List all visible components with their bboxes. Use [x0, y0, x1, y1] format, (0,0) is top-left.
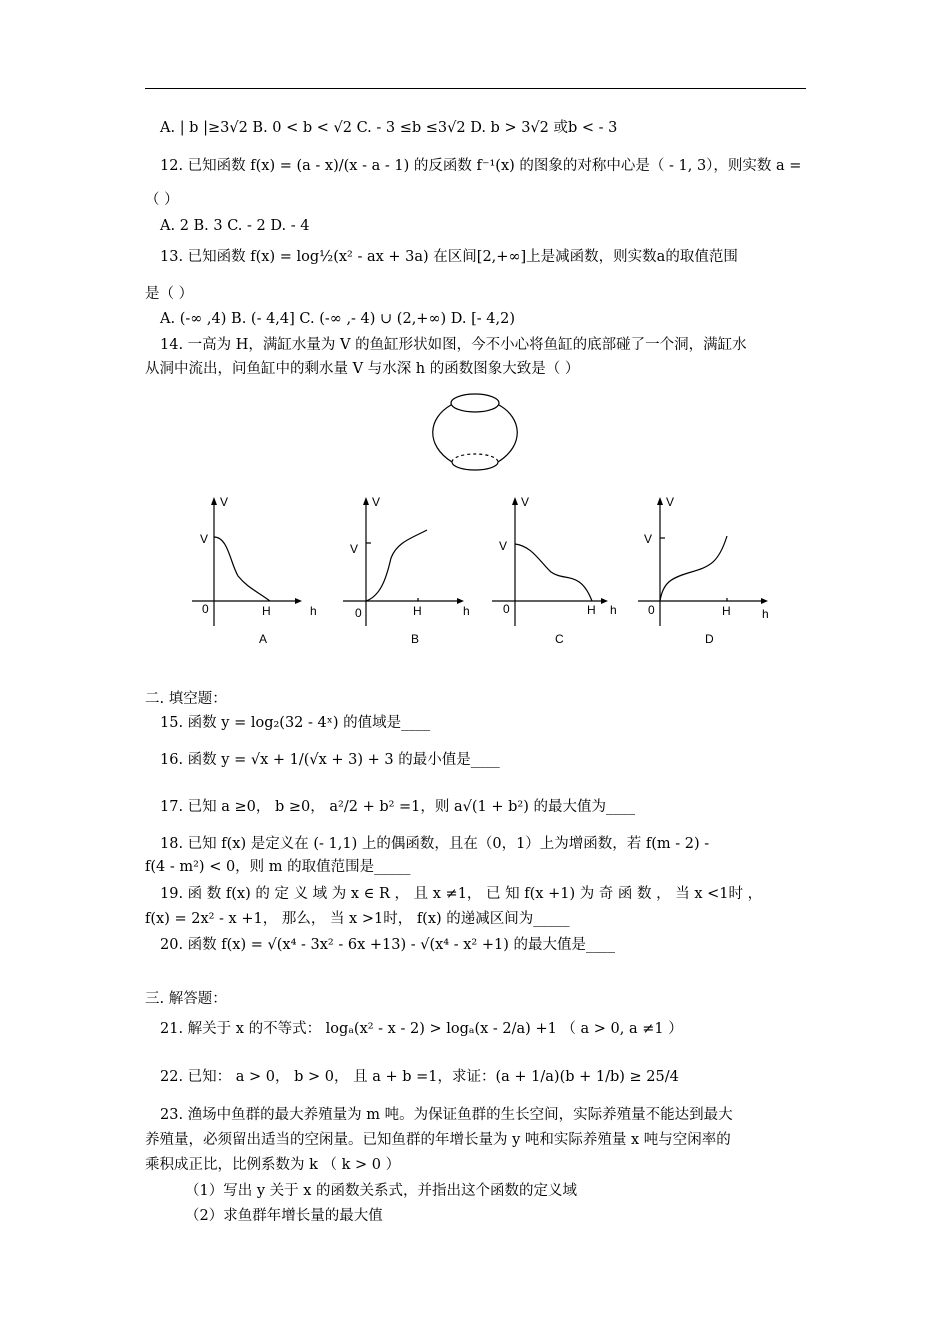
graph-d-label: D — [705, 632, 714, 646]
q13-options: A. (-∞ ,4) B. (- 4,4] C. (-∞ ,- 4) ∪ (2,+∞) D. [- 4,2) — [160, 311, 516, 327]
q23-line2: 养殖量，必须留出适当的空闲量。已知鱼群的年增长量为 y 吨和实际养殖量 x 吨与空闲率的 — [145, 1132, 731, 1148]
graph-b-v-value: V — [350, 542, 359, 556]
tank-bottom-back — [452, 454, 498, 462]
q12-options: A. 2 B. 3 C. - 2 D. - 4 — [160, 218, 310, 234]
graph-d — [638, 495, 769, 646]
q21: 21. 解关于 x 的不等式： logₐ(x² - x - 2) > logₐ(x - 2/a) +1 （ a > 0, a ≠1 ） — [160, 1021, 683, 1037]
graph-b-origin: 0 — [355, 606, 362, 620]
curve-b — [366, 530, 427, 601]
q13-stem: 13. 已知函数 f(x) = log½(x² - ax + 3a) 在区间[2,+∞]上是减函数，则实数a的取值范围 — [160, 249, 738, 265]
graph-a-h-axis: h — [310, 604, 317, 618]
graph-d-v-value: V — [644, 532, 653, 546]
q16: 16. 函数 y = √x + 1/(√x + 3) + 3 的最小值是____ — [160, 752, 500, 768]
q18-line1: 18. 已知 f(x) 是定义在 (- 1,1) 上的偶函数，且在（0，1）上为增函数，若 f(m - 2) - — [160, 836, 710, 852]
graph-a-h-value: H — [262, 604, 271, 618]
q23-line3: 乘积成正比，比例系数为 k （ k > 0 ） — [145, 1157, 401, 1173]
fish-tank-figure — [433, 394, 518, 470]
q22: 22. 已知： a > 0， b > 0， 且 a + b =1，求证：(a + 1/a)(b + 1/b) ≥ 25/4 — [160, 1069, 679, 1085]
graph-b-h-value: H — [413, 604, 422, 618]
tank-bottom-front — [452, 462, 498, 470]
graph-a-origin: 0 — [202, 602, 209, 616]
q23-line1: 23. 渔场中鱼群的最大养殖量为 m 吨。为保证鱼群的生长空间，实际养殖量不能达到最大 — [160, 1107, 733, 1123]
graph-c-v-value: V — [499, 539, 508, 553]
tank-top-rim — [451, 394, 499, 412]
graph-a — [192, 495, 317, 646]
graph-a-label: A — [259, 632, 268, 646]
q15: 15. 函数 y = log₂(32 - 4ˣ) 的值域是____ — [160, 715, 431, 731]
tank-right-wall — [498, 405, 517, 462]
q23-part1: （1）写出 y 关于 x 的函数关系式，并指出这个函数的定义域 — [185, 1183, 578, 1199]
curve-d — [660, 536, 727, 601]
sec3-title: 三. 解答题： — [145, 991, 227, 1007]
tank-left-wall — [433, 405, 452, 462]
q14-stem1: 14. 一高为 H，满缸水量为 V 的鱼缸形状如图，今不小心将鱼缸的底部碰了一个洞，满缸水 — [160, 337, 747, 353]
graph-d-h-axis: h — [762, 607, 769, 621]
graph-d-v-axis: V — [666, 495, 675, 509]
q18-line2: f(4 - m²) < 0，则 m 的取值范围是_____ — [145, 859, 411, 875]
q20: 20. 函数 f(x) = √(x⁴ - 3x² - 6x +13) - √(x⁴ - x² +1) 的最大值是____ — [160, 937, 615, 953]
curve-c — [515, 544, 592, 601]
q14-stem2: 从洞中流出，问鱼缸中的剩水量 V 与水深 h 的函数图象大致是（ ） — [145, 361, 580, 377]
graph-a-v-value: V — [200, 532, 209, 546]
graph-c-h-value: H — [587, 603, 596, 617]
q17: 17. 已知 a ≥0， b ≥0， a²/2 + b² =1，则 a√(1 + b²) 的最大值为____ — [160, 799, 636, 815]
graph-d-origin: 0 — [648, 603, 655, 617]
curve-a — [214, 537, 270, 601]
q12-stem: 12. 已知函数 f(x) = (a - x)/(x - a - 1) 的反函数 f⁻¹(x) 的图象的对称中心是（ - 1, 3），则实数 a = — [160, 158, 802, 174]
graph-b-v-axis: V — [372, 495, 381, 509]
sec2-title: 二. 填空题： — [145, 691, 227, 707]
q19-line2: f(x) = 2x² - x +1， 那么， 当 x >1时， f(x) 的递减区间为_____ — [145, 911, 570, 927]
graph-c-h-axis: h — [610, 603, 617, 617]
graph-d-h-value: H — [722, 604, 731, 618]
graph-c-origin: 0 — [503, 602, 510, 616]
graph-b-label: B — [411, 632, 420, 646]
graph-c-v-axis: V — [521, 495, 530, 509]
q12-paren: （ ） — [145, 192, 179, 208]
q19-line1: 19. 函 数 f(x) 的 定 义 域 为 x ∈ R ， 且 x ≠1， 已 知 f(x +1) 为 奇 函 数 ， 当 x <1时 ， — [160, 886, 763, 902]
graph-a-v-axis: V — [220, 495, 229, 509]
q13-tail: 是（ ） — [145, 286, 194, 302]
graph-c — [492, 495, 617, 646]
q11-options: A. | b |≥3√2 B. 0 < b < √2 C. - 3 ≤b ≤3√2 D. b > 3√2 或b < - 3 — [160, 120, 618, 136]
graph-b — [343, 495, 470, 646]
graph-c-label: C — [555, 632, 564, 646]
graph-b-h-axis: h — [463, 604, 470, 618]
q23-part2: （2）求鱼群年增长量的最大值 — [185, 1208, 383, 1224]
